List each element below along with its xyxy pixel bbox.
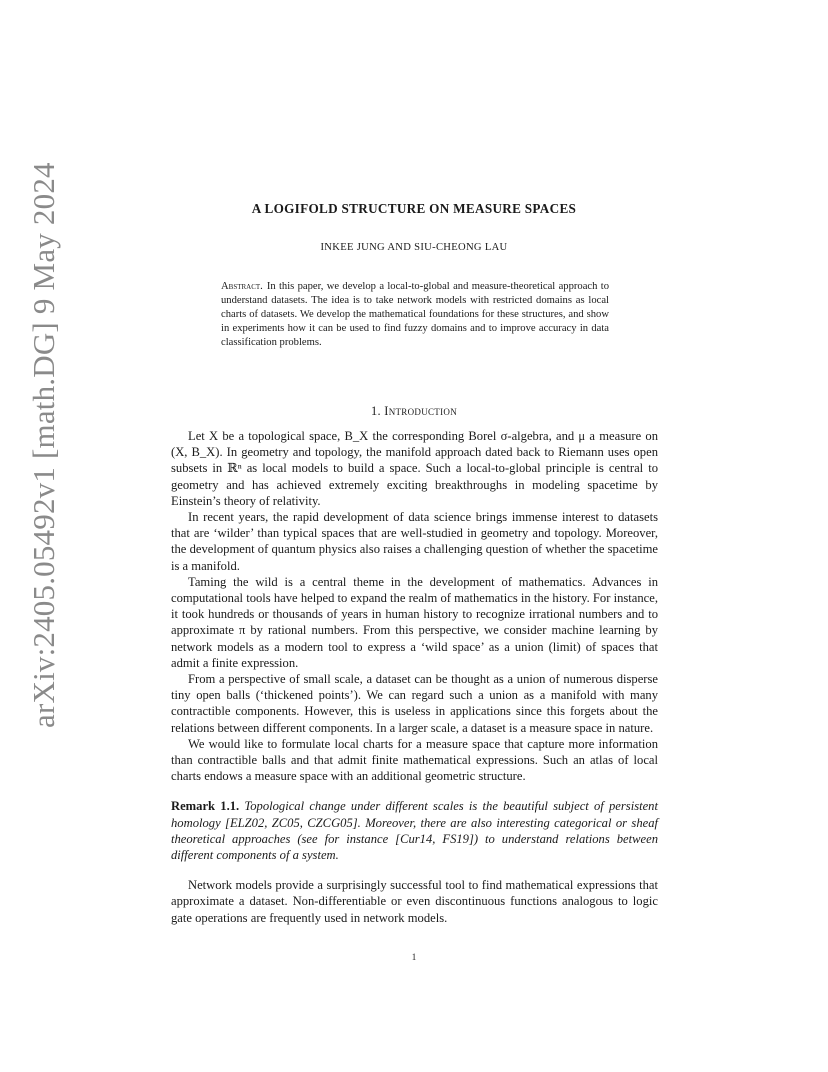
- section-heading: 1. Introduction: [370, 404, 457, 418]
- paragraph: Let X be a topological space, B_X the corresponding Borel σ-algebra, and μ a measure on (X, B_X). In geometry and topology, the manifold approach dated back to Riemann uses open subsets in ℝⁿ as local models to build a space. Such a local-to-global principle is central to geometry and has achieved extremely exciting breakthroughs in modeling spacetime by Einstein’s theory of relativity.: [171, 429, 658, 508]
- abstract: [221, 280, 609, 350]
- paragraph: Network models provide a surprisingly successful tool to find mathematical expressions that approximate a dataset. Non-differentiable or even discontinuous functions analogous to logic gate operations are frequently used in network models.: [171, 878, 658, 925]
- paragraph: In recent years, the rapid development of data science brings immense interest to datasets that are ‘wilder’ than typical spaces that are well-studied in geometry and topology. Moreover, the development of quantum physics also raises a challenging question of whether the spacetime is a manifold.: [171, 510, 658, 573]
- arxiv-identifier: arXiv:2405.05492v1 [math.DG] 9 May 2024: [26, 162, 61, 728]
- remark-text: Topological change under different scales is the beautiful subject of persistent homology [ELZ02, ZC05, CZCG05]. Moreover, there are also interesting categorical or sheaf theoretical approaches (see for instance [Cur14, FS19]) to understand relations between different components of a system.: [171, 799, 658, 863]
- remark-label: Remark 1.1.: [171, 799, 240, 814]
- paper-title: A LOGIFOLD STRUCTURE ON MEASURE SPACES: [251, 201, 577, 216]
- page-number: 1: [411, 952, 417, 962]
- paragraph: From a perspective of small scale, a dataset can be thought as a union of numerous disperse tiny open balls (‘thickened points’). We can regard such a union as a manifold with many contractible components. However, this is useless in applications since this forgets about the relations between different components. In a larger scale, a dataset is a measure space in nature.: [171, 672, 658, 735]
- paper-authors: INKEE JUNG AND SIU-CHEONG LAU: [320, 242, 508, 253]
- introduction-body: [171, 428, 658, 926]
- abstract-text: In this paper, we develop a local-to-global and measure-theoretical approach to understand datasets. The idea is to take network models with restricted domains as local charts of datasets. We develop the mathematical foundations for these structures, and show in experiments how it can be used to find fuzzy domains and to improve accuracy in data classification problems.: [221, 281, 609, 348]
- abstract-label: Abstract.: [221, 281, 263, 292]
- paragraph: We would like to formulate local charts for a measure space that capture more information than contractible balls and that admit finite mathematical expressions. Such an atlas of local charts endows a measure space with an additional geometric structure.: [171, 736, 658, 784]
- paragraph: Taming the wild is a central theme in the development of mathematics. Advances in computational tools have helped to expand the realm of mathematics in the history. For instance, it took hundreds or thousands of years in human history to recognize irrational numbers and to approximate π by rational numbers. From this perspective, we consider machine learning by network models as a modern tool to express a ‘wild space’ as a union (limit) of spaces that admit a finite expression.: [171, 574, 658, 670]
- remark: [171, 798, 658, 863]
